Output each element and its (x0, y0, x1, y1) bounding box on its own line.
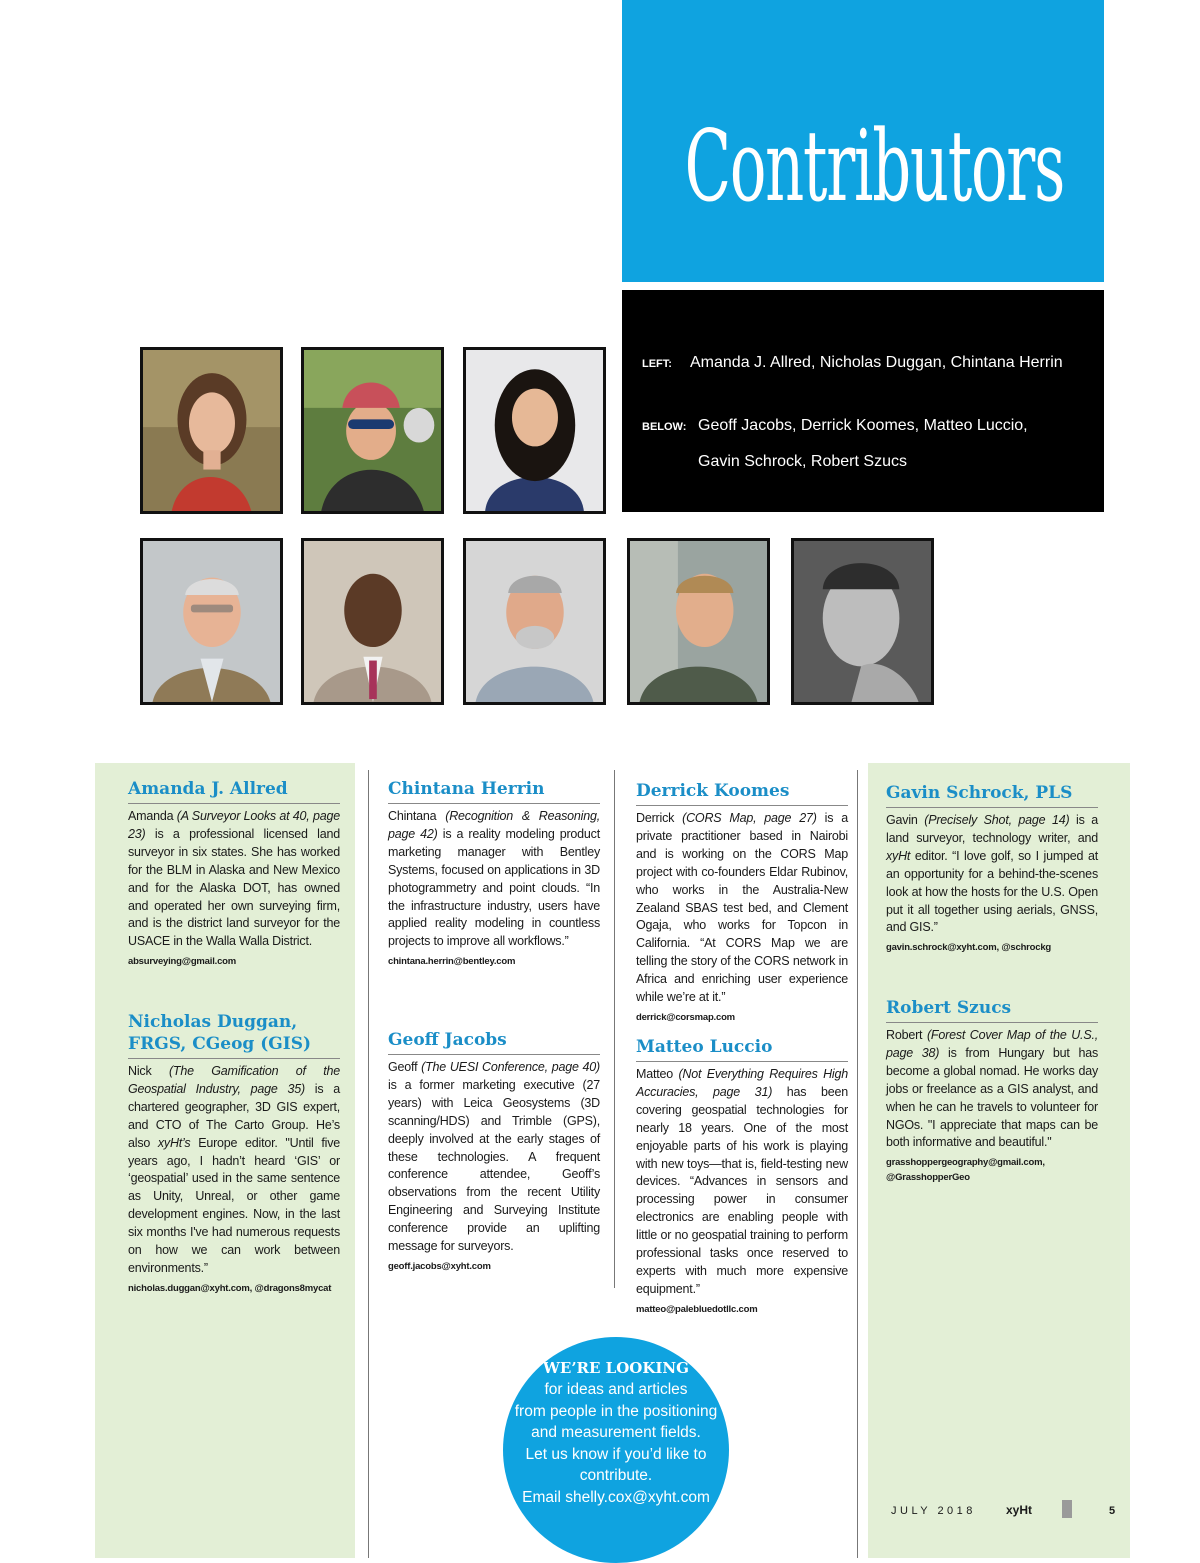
contributor-handle[interactable]: @GrasshopperGeo (886, 1172, 970, 1184)
contributor-email[interactable]: nicholas.duggan@xyht.com, @dragons8mycat (128, 1282, 332, 1294)
contributor-name: Chintana Herrin (388, 778, 600, 804)
contributor-bio: Chintana (Recognition & Reasoning, page 42) is a reality modeling product marketing manager with Bentley Systems, focused on applications in 3D photogrammetry and point clouds. “In the infrastructure industry, users have applied reality modeling in countless projects to improve all workflows.” (388, 809, 601, 949)
contributor-name: Gavin Schrock, PLS (886, 782, 1098, 808)
contributor-email[interactable]: grasshoppergeography@gmail.com, (886, 1157, 1045, 1169)
caption-below-key: BELOW: (642, 421, 687, 433)
bio-robert-szucs (886, 997, 1098, 1185)
callout-email[interactable]: Email shelly.cox@xyht.com (522, 1488, 710, 1506)
column-rule (368, 770, 369, 1558)
bio-amanda-allred (128, 778, 340, 969)
footer-marker (1062, 1500, 1072, 1518)
callout-line: for ideas and articles (544, 1381, 688, 1398)
page-number: 5 (1109, 1505, 1116, 1517)
photo-matteo-luccio (463, 538, 606, 705)
contributor-bio: Derrick (CORS Map, page 27) is a private practitioner based in Nairobi and is working on the CORS Map project with co-founders Eldar Rubinov, who works in the Australia-New Zealand SBAS test bed, and Clement Ogaja, who works for Topcon in California. “At CORS Map we are telling the story of the CORS network in Africa and enriching user experience while we’re at it.” (636, 811, 848, 1005)
caption-left-key: LEFT: (642, 358, 672, 370)
contributor-bio: Matteo (Not Everything Requires High Accuracies, page 31) has been covering geospatial technologies for nearly 18 years. One of the most enjoyable parts of his work is playing with new toys—that is, field-testing new devices. “Advances in sensors and processing power in consumer electronics are enabling people with little or no geospatial training to perform professional tasks once reserved to experts with much more expensive equipment.” (636, 1067, 848, 1296)
callout-heading: WE’RE LOOKING (543, 1359, 689, 1377)
caption-below-names-2: Gavin Schrock, Robert Szucs (698, 453, 907, 470)
bio-derrick-koomes (636, 780, 848, 1025)
photo-amanda-allred (140, 347, 283, 514)
contributor-email[interactable]: gavin.schrock@xyht.com, @schrockg (886, 942, 1052, 954)
bio-matteo-luccio (636, 1036, 848, 1317)
bio-geoff-jacobs (388, 1029, 600, 1274)
photo-gavin-schrock (627, 538, 770, 705)
contributor-name: Nicholas Duggan, FRGS, CGeog (GIS) (128, 1011, 340, 1059)
footer-magazine: xyHt (1006, 1503, 1033, 1517)
callout-line: contribute. (579, 1467, 653, 1484)
photo-geoff-jacobs (140, 538, 283, 705)
contributor-bio: Robert (Forest Cover Map of the U.S., page 38) is from Hungary but has become a global nomad. He works day jobs or freelance as a GIS analyst, and when he can he travels to volunteer for NGOs. "I appreciate that maps can be both informative and beautiful." (886, 1028, 1099, 1150)
column-rule (857, 770, 858, 1558)
column-rule (614, 770, 615, 1288)
title-banner (622, 0, 1104, 282)
contributor-name: Geoff Jacobs (388, 1029, 600, 1055)
contributor-name: Robert Szucs (886, 997, 1098, 1023)
callout-line: and measurement fields. (531, 1424, 701, 1441)
photo-chintana-herrin (463, 347, 606, 514)
contributor-email[interactable]: absurveying@gmail.com (128, 956, 237, 968)
contributor-name: Derrick Koomes (636, 780, 848, 806)
contributor-bio: Nick (The Gamification of the Geospatial Industry, page 35) is a chartered geographer, 3D GIS expert, and CTO of The Carto Group. He’s also xyHt’s Europe editor. "Until five years ago, I hadn’t heard ‘GIS’ or ‘geospatial’ used in the same sentence as Unity, Unreal, or other game development engines. Now, in the last six months I've had numerous requests on how we can work between environments.” (128, 1064, 341, 1275)
bio-nicholas-duggan (128, 1011, 340, 1296)
call-for-articles-callout (503, 1337, 729, 1563)
bio-gavin-schrock (886, 782, 1098, 955)
caption-left-names: Amanda J. Allred, Nicholas Duggan, Chintana Herrin (690, 354, 1063, 371)
footer-date: JULY 2018 (891, 1505, 976, 1517)
contributor-email[interactable]: geoff.jacobs@xyht.com (388, 1260, 491, 1272)
contributor-email[interactable]: derrick@corsmap.com (636, 1011, 735, 1023)
callout-line: from people in the positioning (514, 1402, 718, 1420)
contributor-name: Matteo Luccio (636, 1036, 848, 1062)
caption-below-names-1: Geoff Jacobs, Derrick Koomes, Matteo Luccio, (698, 417, 1028, 434)
photo-robert-szucs (791, 538, 934, 705)
contributor-bio: Geoff (The UESI Conference, page 40) is a former marketing executive (27 years) with Leica Geosystems (3D scanning/HDS) and Trimble (GPS), deeply involved at the early stages of these technologies. A frequent conference attendee, Geoff’s observations from the recent Utility Engineering and Surveying Institute conference provide an uplifting message for surveyors. (388, 1060, 600, 1254)
photo-derrick-koomes (301, 538, 444, 705)
callout-line: Let us know if you’d like to (525, 1445, 707, 1463)
bio-chintana-herrin (388, 778, 600, 969)
contributor-name: Amanda J. Allred (128, 778, 340, 804)
contributor-email[interactable]: chintana.herrin@bentley.com (388, 956, 516, 968)
contributor-bio: Amanda (A Surveyor Looks at 40, page 23) is a professional licensed land surveyor in six states. She has worked for the BLM in Alaska and New Mexico and for the Alaska DOT, has owned and operated her own surveying firm, and is the district land surveyor for the USACE in the Walla Walla District. (128, 809, 340, 949)
page-title: Contributors (684, 110, 1064, 224)
contributor-bio: Gavin (Precisely Shot, page 14) is a land surveyor, technology writer, and xyHt editor. “I love golf, so I jumped at an opportunity for a behind-the-scenes look at how the hosts for the U.S. Open put it all together using aerials, GNSS, and GIS.” (886, 813, 1098, 935)
photo-nicholas-duggan (301, 347, 444, 514)
photo-caption-box (622, 290, 1104, 512)
contributor-email[interactable]: matteo@palebluedotllc.com (636, 1303, 758, 1315)
